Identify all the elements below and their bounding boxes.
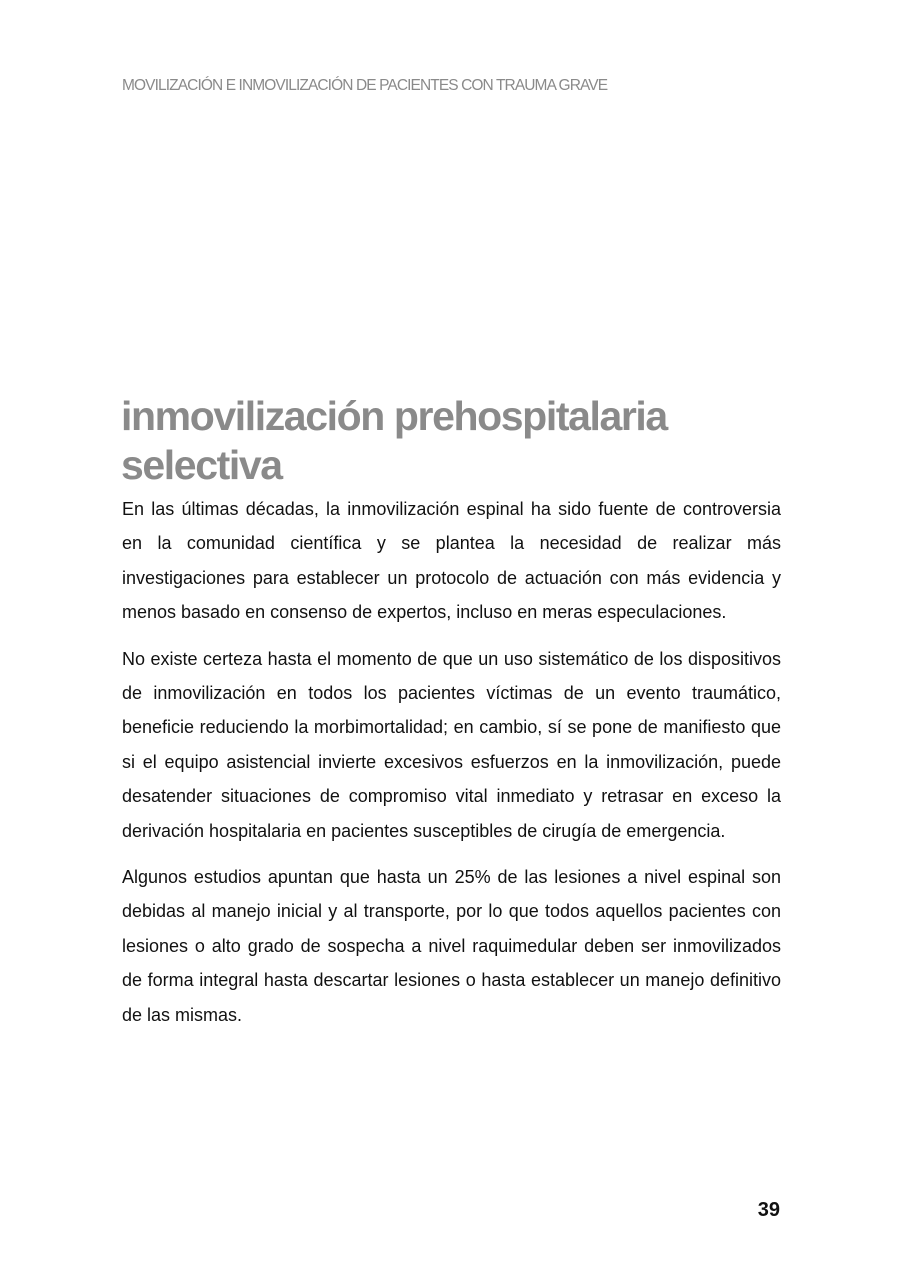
paragraph-3: Algunos estudios apuntan que hasta un 25% de las lesiones a nivel espinal son debidas al manejo inicial y al transporte, por lo que todos aquellos pacientes con lesiones o alto grado de sospecha a nivel raquimedular deben ser inmovilizados de forma integral hasta descartar lesiones o hasta establecer un manejo definitivo de las mismas. <box>122 867 781 1025</box>
section-title: inmovilización prehospitalaria selectiva <box>121 393 667 488</box>
paragraph-1: En las últimas décadas, la inmovilización espinal ha sido fuente de controversia en la comunidad científica y se plantea la necesidad de realizar más investigaciones para establecer un protocolo de actuación con más evidencia y menos basado en consenso de expertos, incluso en meras especulaciones. <box>122 499 781 623</box>
running-header: MOVILIZACIÓN E INMOVILIZACIÓN DE PACIENTES CON TRAUMA GRAVE <box>122 77 608 94</box>
paragraph-2: No existe certeza hasta el momento de que un uso sistemático de los dispositivos de inmovilización en todos los pacientes víctimas de un evento traumático, beneficie reduciendo la morbimortalidad; en cambio, sí se pone de manifiesto que si el equipo asistencial invierte excesivos esfuerzos en la inmovilización, puede desatender situaciones de compromiso vital inmediato y retrasar en exceso la derivación hospitalaria en pacientes susceptibles de cirugía de emergencia. <box>122 648 781 841</box>
body-text <box>122 492 781 1044</box>
page-number: 39 <box>757 1199 780 1221</box>
